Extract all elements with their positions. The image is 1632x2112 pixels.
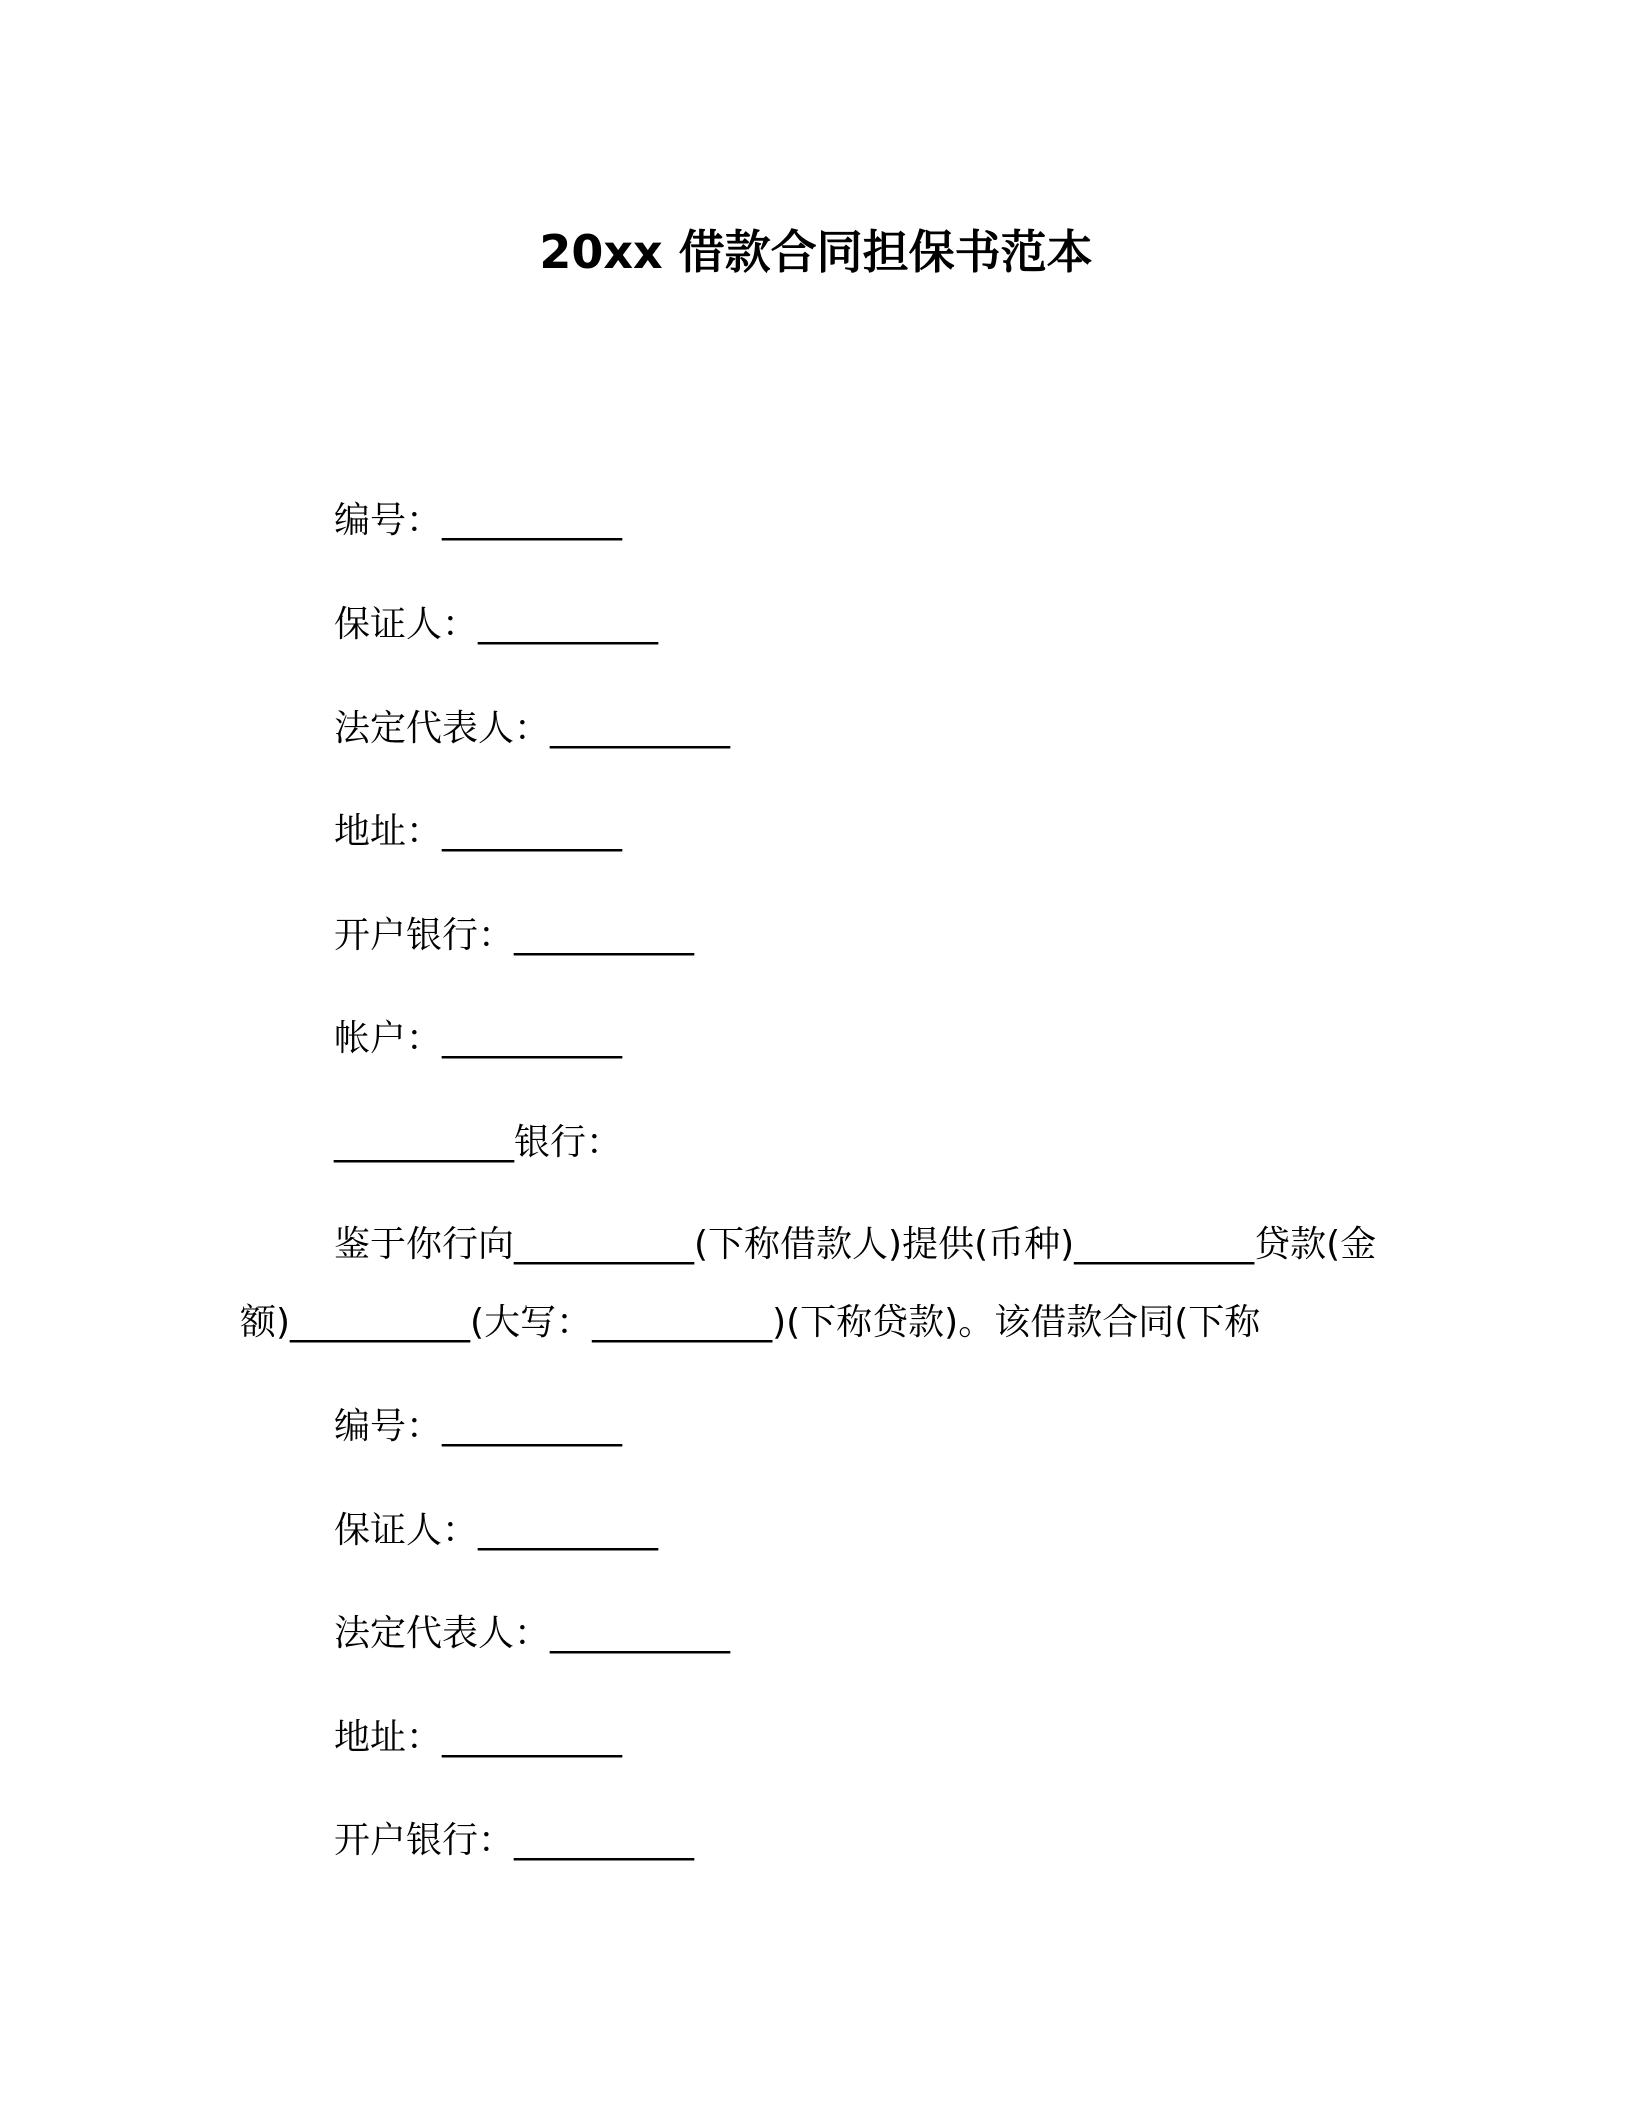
field-line-bank: 开户银行：__________: [334, 915, 695, 956]
field-line-bank-2: 开户银行：__________: [334, 1820, 695, 1861]
field-line-number-2: 编号：__________: [334, 1406, 623, 1447]
field-line-number: 编号：__________: [334, 500, 623, 541]
field-line-legal-representative: 法定代表人：__________: [334, 708, 731, 749]
field-line-guarantor-2: 保证人：__________: [334, 1510, 659, 1551]
document-title: 20xx 借款合同担保书范本: [539, 225, 1093, 279]
field-line-legal-representative-2: 法定代表人：__________: [334, 1613, 731, 1654]
body-paragraph: 鉴于你行向__________(下称借款人)提供(币种)__________贷款(金额)__________(大写：__________)(下称贷款)。该借款合同(下称: [240, 1224, 1377, 1343]
field-line-addressee-bank: __________银行：: [334, 1122, 623, 1163]
field-line-guarantor: 保证人：__________: [334, 604, 659, 645]
field-line-address-2: 地址：__________: [334, 1717, 623, 1758]
field-line-account: 帐户：__________: [334, 1018, 623, 1059]
field-line-address: 地址：__________: [334, 811, 623, 852]
